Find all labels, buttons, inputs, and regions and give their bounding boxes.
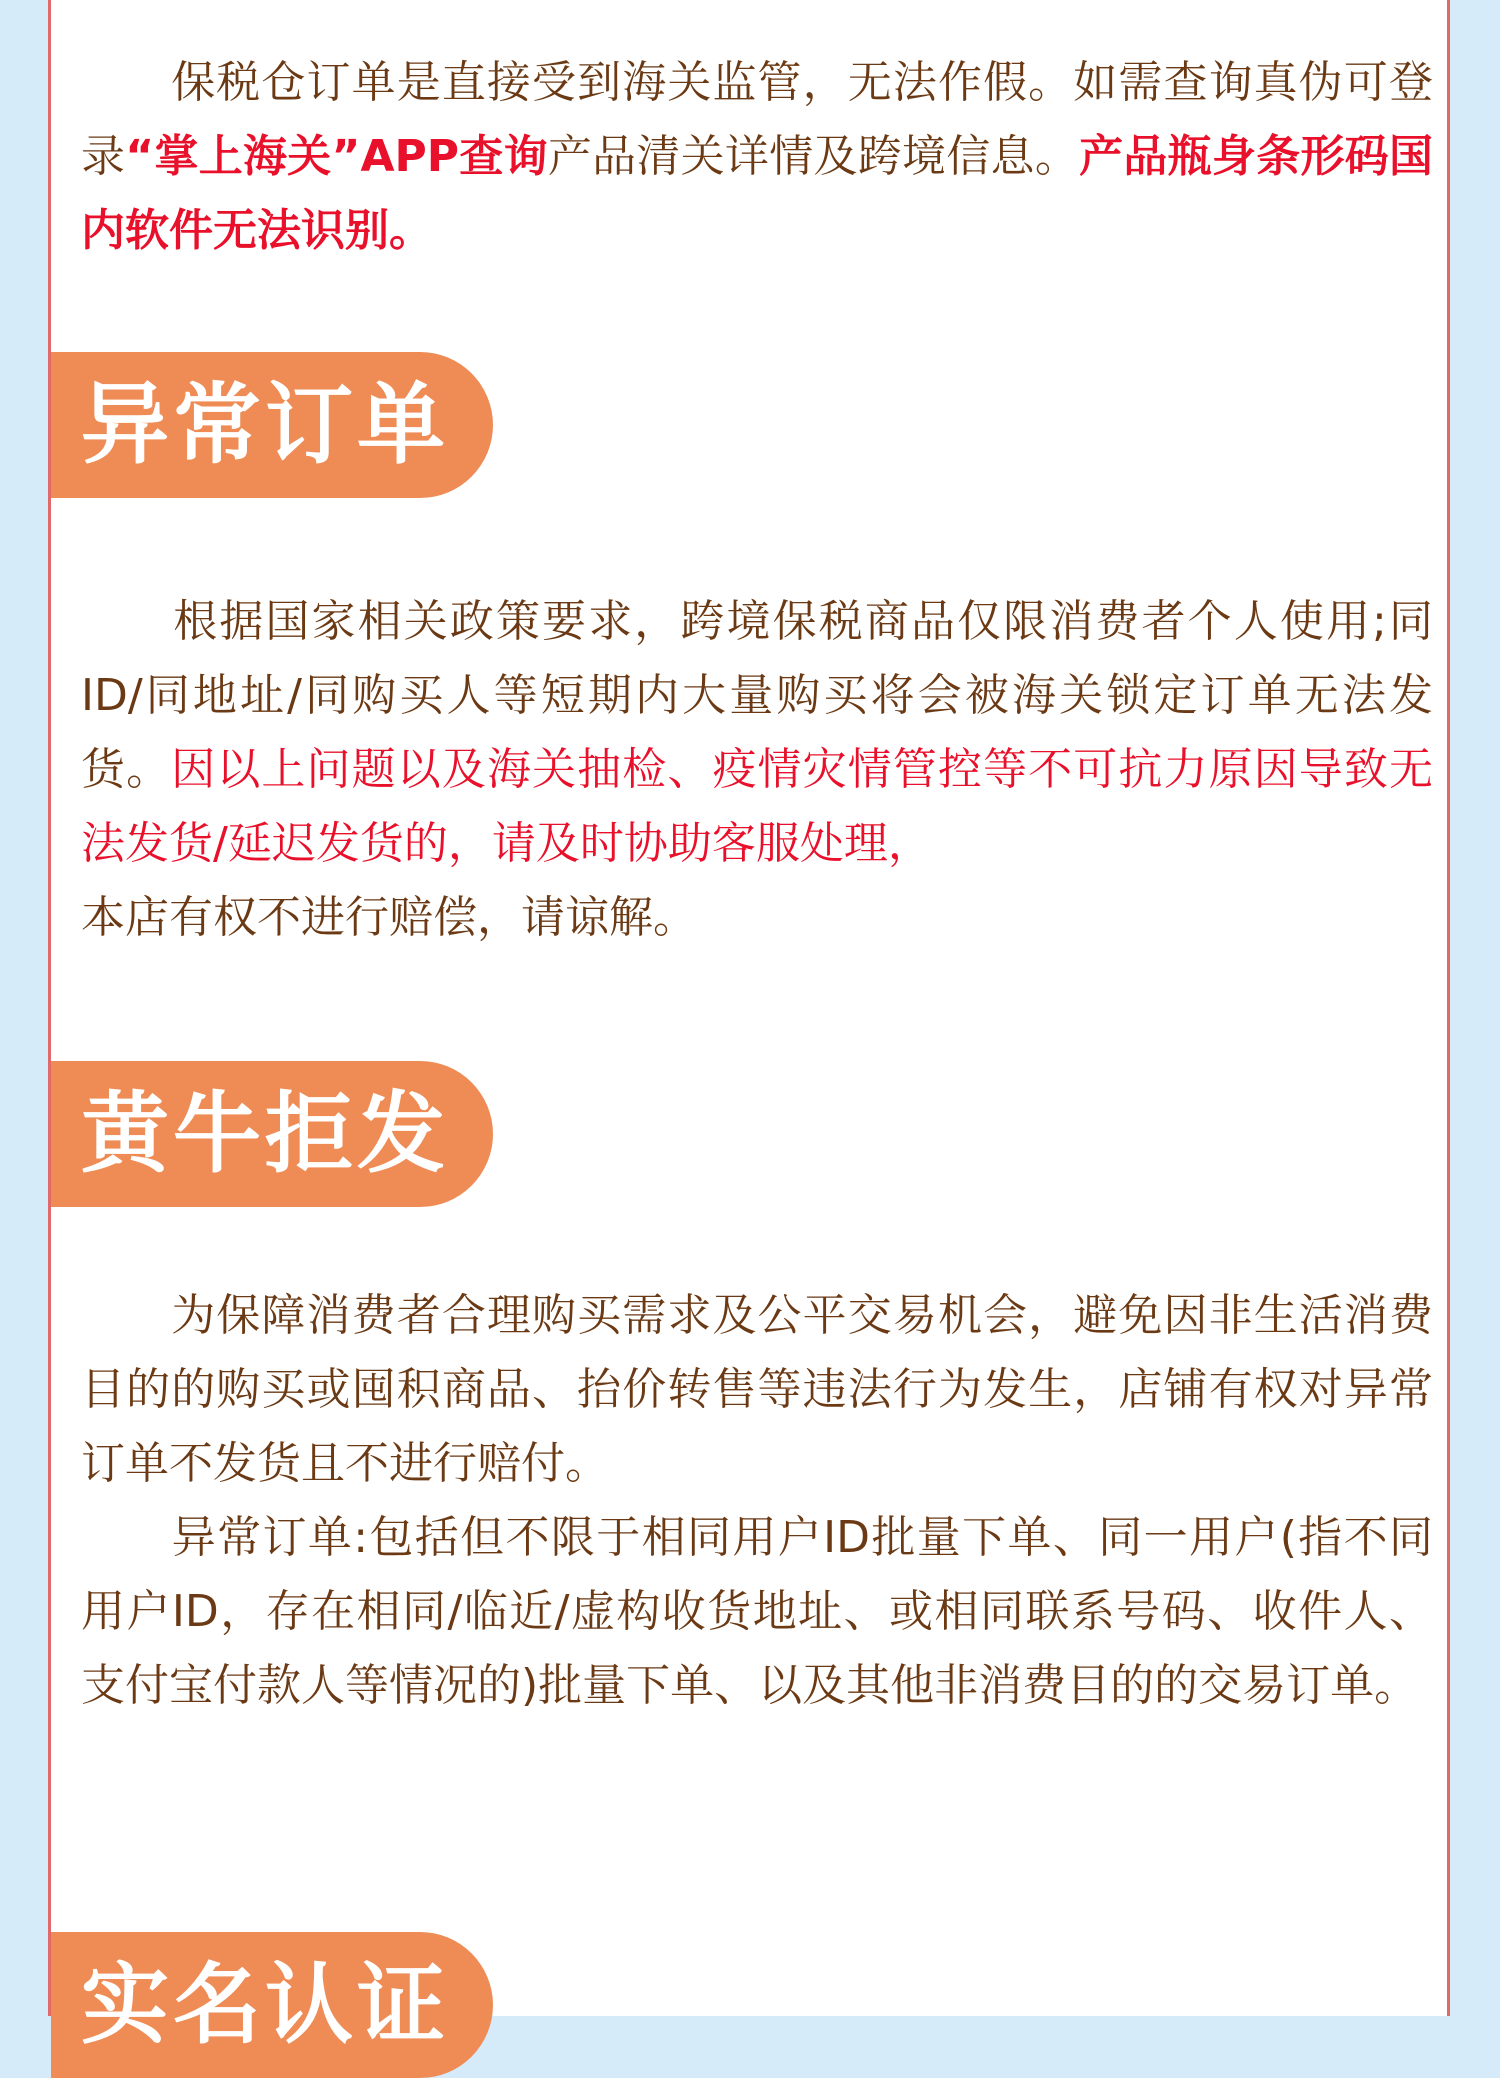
section-title: 实名认证 [81, 1953, 450, 2056]
scalper-paragraph-2: 异常订单:包括但不限于相同用户ID批量下单、同一用户(指不同用户ID，存在相同/临近/虚构收货地址、或相同联系号码、收件人、支付宝付款人等情况的)批量下单、以及其他非消费目的的交易订单。 [81, 1512, 1433, 1711]
content-card [48, 0, 1450, 2056]
section-title: 异常订单 [81, 373, 450, 476]
section-tag-real-name [51, 1932, 493, 2078]
customs-app-highlight: “掌上海关”APP查询 [125, 131, 548, 182]
no-compensation-text: 本店有权不进行赔偿，请谅解。 [81, 892, 697, 943]
barcode-warning: 产品瓶身条形码国内软件无法识别。 [81, 131, 1434, 256]
section-tag-scalper-refusal [51, 1061, 493, 1207]
customs-intro-paragraph [81, 46, 1433, 268]
intro-text: 保税仓订单是直接受到海关监管，无法作假。如需查询真伪可登录 [81, 57, 1433, 182]
section-title: 黄牛拒发 [81, 1082, 450, 1185]
scalper-paragraph-1: 为保障消费者合理购买需求及公平交易机会，避免因非生活消费目的的购买或囤积商品、抬价转售等违法行为发生，店铺有权对异常订单不发货且不进行赔付。 [81, 1290, 1433, 1489]
abnormal-orders-paragraph [81, 585, 1433, 955]
section-tag-abnormal-orders [51, 352, 493, 498]
policy-text: 根据国家相关政策要求，跨境保税商品仅限消费者个人使用;同ID/同地址/同购买人等短期内大量购买将会被海关锁定订单无法发货。 [81, 596, 1433, 795]
force-majeure-warning: 因以上问题以及海关抽检、疫情灾情管控等不可抗力原因导致无法发货/延迟发货的，请及时协助客服处理， [81, 744, 1434, 869]
intro-text-continued: 产品清关详情及跨境信息。 [547, 131, 1080, 182]
